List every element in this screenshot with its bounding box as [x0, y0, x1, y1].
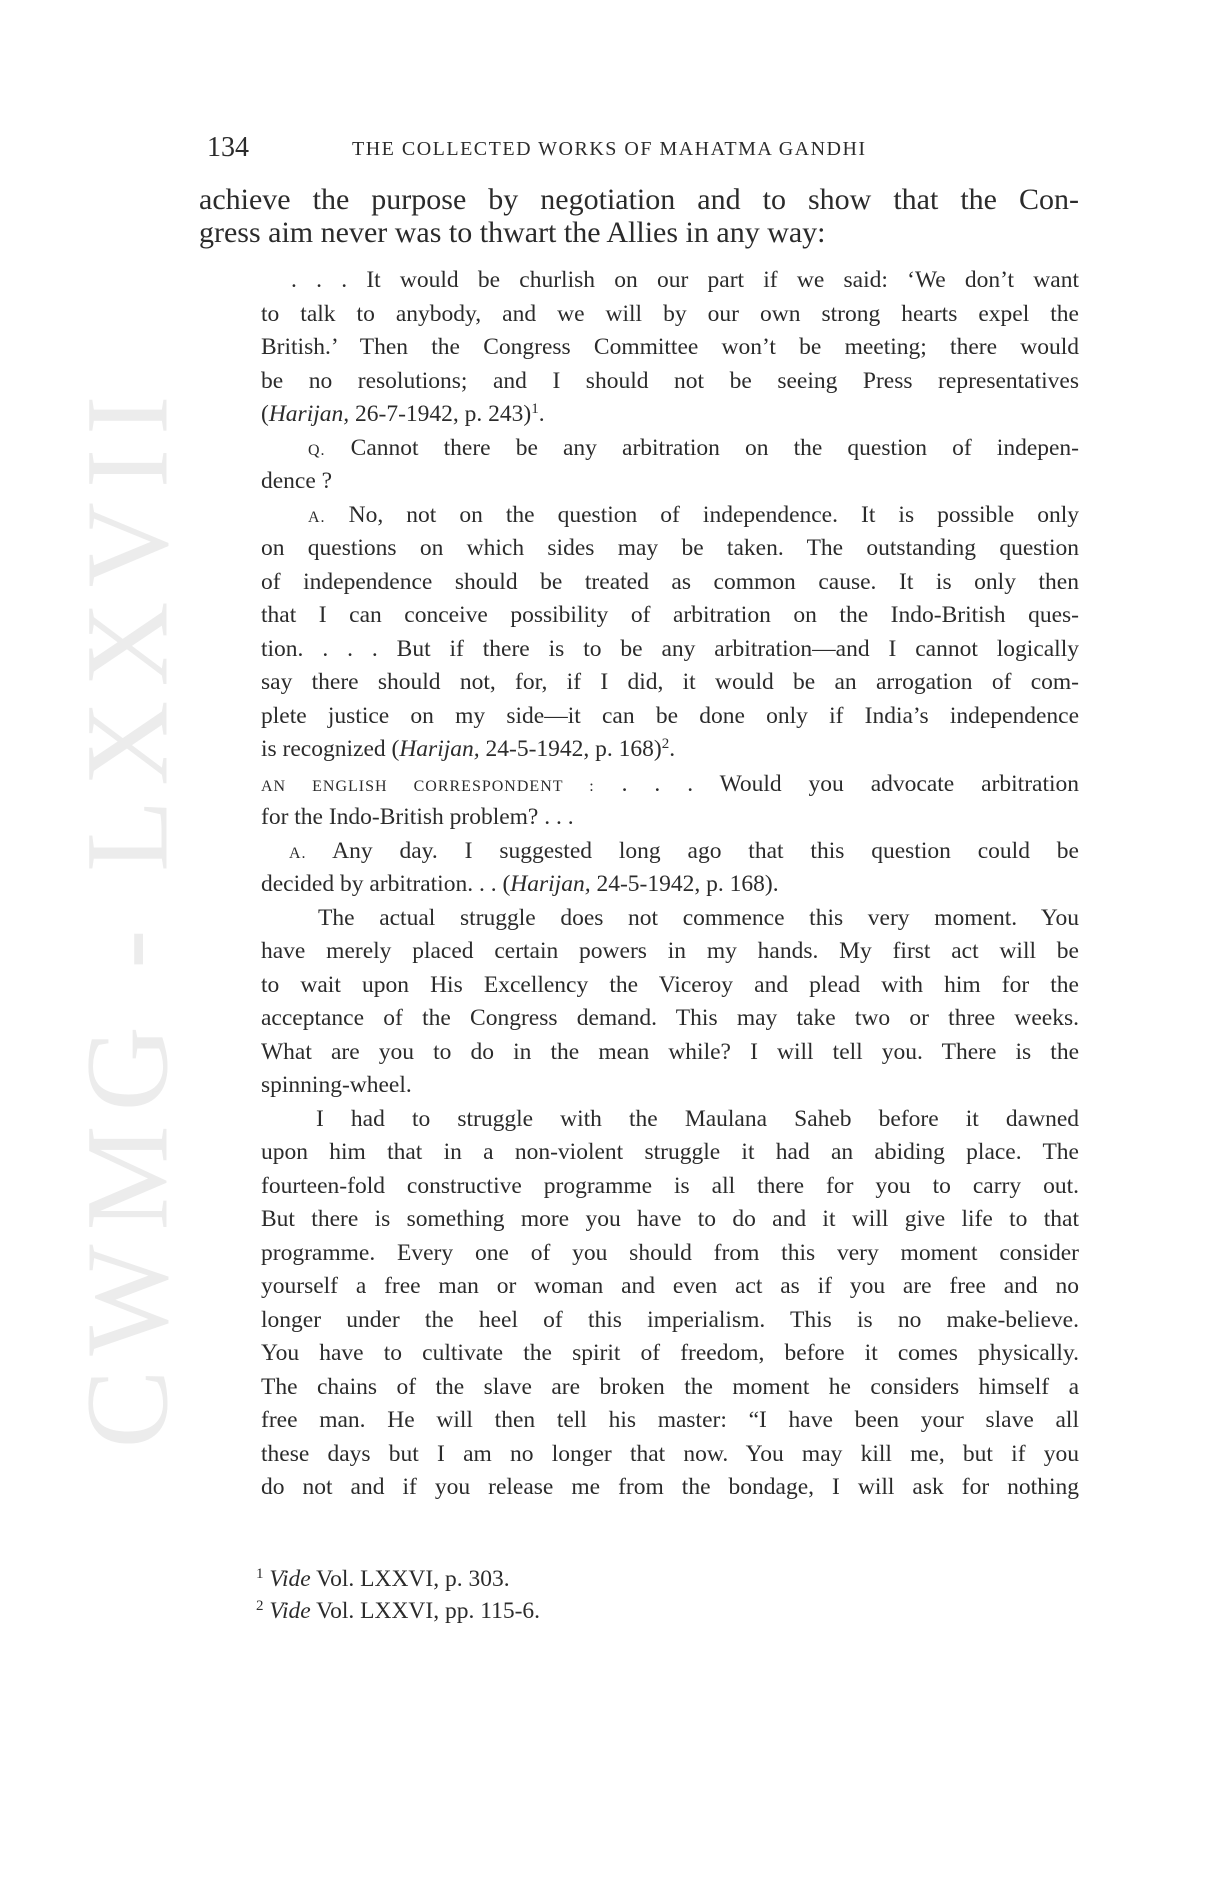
- answer-marker: A.: [308, 509, 326, 526]
- text-line: The actual struggle does not commence this very moment. You: [318, 905, 1079, 931]
- text-line: free man. He will then tell his master: “I have been your slave all: [261, 1407, 1079, 1433]
- text-line: dence ?: [261, 468, 333, 494]
- page-number: 134: [207, 132, 249, 163]
- text-line: on questions on which sides may be taken. The outstanding question: [261, 535, 1079, 561]
- text-line: do not and if you release me from the bondage, I will ask for nothing: [261, 1474, 1079, 1500]
- text-line: is recognized (Harijan, 24-5-1942, p. 168)$^2$.: [261, 736, 676, 762]
- text-line: British.’ Then the Congress Committee won’t be meeting; there would: [261, 334, 1079, 360]
- text-line: What are you to do in the mean while? I will tell you. There is the: [261, 1039, 1079, 1065]
- text-line: to wait upon His Excellency the Viceroy and plead with him for the: [261, 972, 1079, 998]
- running-head: THE COLLECTED WORKS OF MAHATMA GANDHI: [352, 138, 867, 160]
- text-line: . . . It would be churlish on our part if we said: ‘We don’t want: [291, 267, 1079, 293]
- text-line: I had to struggle with the Maulana Saheb before it dawned: [316, 1106, 1079, 1132]
- text-line: of independence should be treated as common cause. It is only then: [261, 569, 1079, 595]
- footnote: $^1$ Vide Vol. LXXVI, p. 303.: [256, 1566, 510, 1592]
- text-line: these days but I am no longer that now. You may kill me, but if you: [261, 1441, 1079, 1467]
- text-line: upon him that in a non-violent struggle it had an abiding place. The: [261, 1139, 1079, 1165]
- text-line: tion. . . . But if there is to be any arbitration—and I cannot logically: [261, 636, 1079, 662]
- text-line: that I can conceive possibility of arbitration on the Indo-British ques-: [261, 602, 1079, 628]
- text-line: AN ENGLISH CORRESPONDENT : . . . Would you advocate arbitration: [261, 771, 1080, 797]
- text-line: be no resolutions; and I should not be seeing Press representatives: [261, 368, 1079, 394]
- text-line: plete justice on my side—it can be done only if India’s independence: [261, 703, 1079, 729]
- text-line: longer under the heel of this imperialism. This is no make-believe.: [261, 1307, 1079, 1333]
- text-line: (Harijan, 26-7-1942, p. 243)$^1$.: [261, 401, 545, 427]
- text-line: to talk to anybody, and we will by our own strong hearts expel the: [261, 301, 1079, 327]
- text-line: The chains of the slave are broken the moment he considers himself a: [261, 1374, 1079, 1400]
- text-line: You have to cultivate the spirit of freedom, before it comes physically.: [261, 1340, 1079, 1366]
- text-line: gress aim never was to thwart the Allies in any way:: [199, 216, 826, 249]
- answer-marker: A.: [289, 845, 307, 862]
- footnote: $^2$ Vide Vol. LXXVI, pp. 115-6.: [256, 1598, 541, 1624]
- text-line: A. No, not on the question of independence. It is possible only: [308, 502, 1080, 528]
- page-header: [207, 132, 1077, 168]
- text-line: decided by arbitration. . . (Harijan, 24-5-1942, p. 168).: [261, 871, 779, 897]
- watermark: CWMG - LXXVII: [61, 381, 193, 1449]
- correspondent-label: AN ENGLISH CORRESPONDENT :: [261, 778, 595, 795]
- text-line: yourself a free man or woman and even act as if you are free and no: [261, 1273, 1079, 1299]
- text-line: Q. Cannot there be any arbitration on the question of indepen-: [308, 435, 1080, 461]
- question-marker: Q.: [308, 442, 326, 459]
- text-line: spinning-wheel.: [261, 1072, 412, 1098]
- text-line: acceptance of the Congress demand. This may take two or three weeks.: [261, 1005, 1079, 1031]
- text-line: A. Any day. I suggested long ago that this question could be: [289, 838, 1079, 864]
- text-line: have merely placed certain powers in my hands. My first act will be: [261, 938, 1079, 964]
- text-line: But there is something more you have to do and it will give life to that: [261, 1206, 1079, 1232]
- text-line: say there should not, for, if I did, it would be an arrogation of com-: [261, 669, 1079, 695]
- text-line: for the Indo-British problem? . . .: [261, 804, 574, 830]
- text-line: programme. Every one of you should from this very moment consider: [261, 1240, 1079, 1266]
- text-line: achieve the purpose by negotiation and to show that the Con-: [199, 183, 1079, 216]
- text-line: fourteen-fold constructive programme is all there for you to carry out.: [261, 1173, 1079, 1199]
